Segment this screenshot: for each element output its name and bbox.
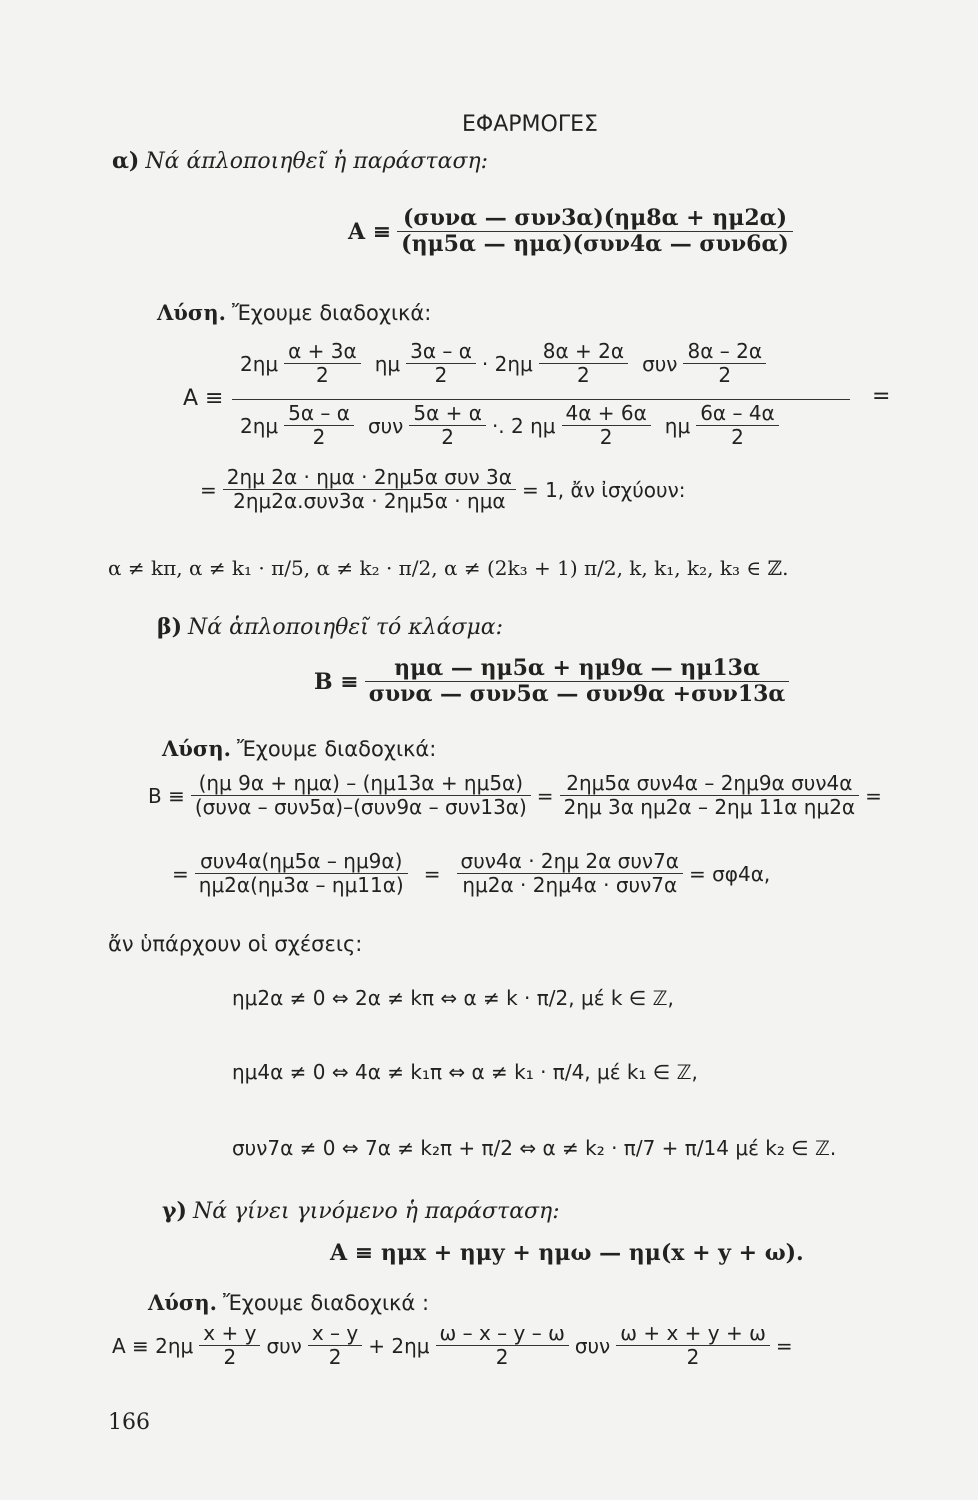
numerator: 5α – α xyxy=(284,402,354,426)
fraction xyxy=(616,1322,770,1369)
numerator: x – y xyxy=(308,1322,362,1346)
part-b-fraction xyxy=(365,656,790,708)
fraction xyxy=(284,402,354,449)
part-c-prompt: Νά γίνει γινόμενο ἡ παράσταση: xyxy=(192,1198,560,1224)
numerator: 5α + α xyxy=(409,402,486,426)
numerator: ω – x – y – ω xyxy=(436,1322,569,1346)
numerator: ω + x + y + ω xyxy=(616,1322,770,1346)
denominator: 2 xyxy=(223,1345,237,1369)
part-a-expression xyxy=(348,206,793,258)
part-b-step1 xyxy=(148,772,882,819)
part-b-solution-line xyxy=(162,736,436,761)
numerator: 2ημ5α συν4α – 2ημ9α συν4α xyxy=(560,772,860,796)
result: = 1, ἄν ἰσχύουν: xyxy=(521,477,686,502)
fraction xyxy=(457,850,683,897)
part-a-heading xyxy=(112,148,488,174)
part-a-step1-lhs: A ≡ xyxy=(183,386,224,411)
denominator: 2 xyxy=(731,425,744,449)
numerator: συν4α · 2ημ 2α συν7α xyxy=(457,850,683,874)
numerator: (ημ 9α + ημα) – (ημ13α + ημ5α) xyxy=(191,772,531,796)
part-a-solution-label: Λύση. xyxy=(157,300,226,325)
part-a-prompt: Νά άπλοποιηθεῖ ἡ παράσταση: xyxy=(145,148,489,174)
fraction xyxy=(409,402,486,449)
page-number: 166 xyxy=(108,1410,150,1435)
part-a-numerator: (συνα — συν3α)(ημ8α + ημ2α) xyxy=(397,206,793,232)
fraction xyxy=(539,340,628,387)
fraction xyxy=(199,1322,260,1369)
part-b-numerator: ημα — ημ5α + ημ9α — ημ13α xyxy=(365,656,790,682)
denominator: 2 xyxy=(312,425,326,449)
part-b-relation-3: συν7α ≠ 0 ⇔ 7α ≠ k₂π + π/2 ⇔ α ≠ k₂ · π/7 + π/14 μέ k₂ ∈ ℤ. xyxy=(232,1136,837,1160)
part-b-lhs: B ≡ xyxy=(314,668,359,695)
numerator: α + 3α xyxy=(284,340,361,364)
denominator: 2 xyxy=(686,1345,700,1369)
part-b-relation-2: ημ4α ≠ 0 ⇔ 4α ≠ k₁π ⇔ α ≠ k₁ · π/4, μέ k₁ ∈ ℤ, xyxy=(232,1060,698,1084)
numerator: 6α – 4α xyxy=(696,402,779,426)
term: συν xyxy=(642,351,678,376)
part-a-step1-equals: = xyxy=(872,384,891,409)
term: ημ xyxy=(664,413,691,438)
part-a-step1-main-rule xyxy=(232,399,850,400)
part-b-heading xyxy=(157,614,503,640)
part-a-fraction xyxy=(397,206,793,258)
part-a-step1-numerator xyxy=(240,340,766,387)
part-a-label: α) xyxy=(112,148,140,174)
denominator: 2 xyxy=(577,363,590,387)
numerator: 3α – α xyxy=(406,340,476,364)
part-a-solution-line xyxy=(157,300,431,325)
part-c-solution-line xyxy=(148,1290,429,1315)
part-b-solution-intro: Ἔχουμε διαδοχικά: xyxy=(236,736,437,761)
term: συν xyxy=(367,413,404,438)
fraction xyxy=(308,1322,362,1369)
fraction xyxy=(406,340,476,387)
result: = σφ4α, xyxy=(689,861,771,886)
denominator: ημ2α · 2ημ4α · συν7α xyxy=(462,873,678,897)
part-b-step2 xyxy=(172,850,770,897)
part-a-denominator: (ημ5α — ημα)(συν4α — συν6α) xyxy=(401,231,789,258)
term: 2ημ xyxy=(240,413,279,438)
numerator: συν4α(ημ5α – ημ9α) xyxy=(195,850,408,874)
denominator: 2 xyxy=(316,363,329,387)
part-c-step1 xyxy=(112,1322,793,1369)
equals: = xyxy=(200,477,217,502)
part-b-relations-intro: ἄν ὑπάρχουν οἱ σχέσεις: xyxy=(108,932,363,956)
part-a-solution-intro: Ἔχουμε διαδοχικά: xyxy=(231,300,432,325)
part-b-denominator: συνα — συν5α — συν9α +συν13α xyxy=(368,681,786,708)
term: + 2ημ xyxy=(368,1333,430,1358)
part-b-prompt: Νά ἁπλοποιηθεῖ τό κλάσμα: xyxy=(188,614,504,640)
equals: = xyxy=(536,783,554,808)
fraction xyxy=(683,340,766,387)
part-a-step1-denominator xyxy=(240,402,779,449)
denominator: 2 xyxy=(441,425,455,449)
part-b-solution-label: Λύση. xyxy=(162,736,231,761)
denominator: 2 xyxy=(434,363,448,387)
part-c-label: γ) xyxy=(162,1198,187,1224)
term: · 2ημ xyxy=(481,351,533,376)
fraction xyxy=(560,772,860,819)
denominator: ημ2α(ημ3α – ημ11α) xyxy=(198,873,404,897)
numerator: 4α + 6α xyxy=(562,402,651,426)
lhs: B ≡ xyxy=(148,783,185,808)
denominator: 2ημ 3α ημ2α – 2ημ 11α ημ2α xyxy=(563,795,856,819)
fraction xyxy=(191,772,531,819)
term: ·. 2 ημ xyxy=(491,413,556,438)
part-b-label: β) xyxy=(157,614,183,640)
term: 2ημ xyxy=(240,351,279,376)
equals: = xyxy=(775,1333,793,1358)
equals: = xyxy=(172,861,189,886)
part-a-lhs: A ≡ xyxy=(348,218,392,245)
part-c-solution-intro: Ἔχουμε διαδοχικά : xyxy=(222,1290,430,1315)
denominator: (συνα – συν5α)–(συν9α – συν13α) xyxy=(194,795,527,819)
denominator: 2ημ2α.συν3α · 2ημ5α · ημα xyxy=(233,489,506,513)
numerator: 2ημ 2α · ημα · 2ημ5α συν 3α xyxy=(223,466,516,490)
part-b-relation-1: ημ2α ≠ 0 ⇔ 2α ≠ kπ ⇔ α ≠ k · π/2, μέ k ∈ ℤ, xyxy=(232,986,674,1010)
numerator: 8α + 2α xyxy=(539,340,628,364)
term: ημ xyxy=(374,351,401,376)
part-a-step2 xyxy=(200,466,686,513)
numerator: x + y xyxy=(199,1322,260,1346)
part-c-heading xyxy=(162,1198,560,1224)
fraction xyxy=(562,402,651,449)
lhs: A ≡ 2ημ xyxy=(112,1333,194,1358)
fraction xyxy=(223,466,516,513)
part-a-conditions: α ≠ kπ, α ≠ k₁ · π/5, α ≠ k₂ · π/2, α ≠ (2k₃ + 1) π/2, k, k₁, k₂, k₃ ∈ ℤ. xyxy=(108,556,789,580)
denominator: 2 xyxy=(495,1345,509,1369)
term: συν xyxy=(574,1333,611,1358)
part-c-expression: A ≡ ημx + ημy + ημω — ημ(x + y + ω). xyxy=(330,1240,804,1266)
fraction xyxy=(284,340,361,387)
fraction xyxy=(195,850,408,897)
equals: = xyxy=(423,861,441,886)
denominator: 2 xyxy=(599,425,613,449)
term: συν xyxy=(266,1333,302,1358)
part-b-expression xyxy=(314,656,789,708)
fraction xyxy=(696,402,779,449)
page-header-title: ΕΦΑΡΜΟΓΕΣ xyxy=(462,112,598,137)
part-c-solution-label: Λύση. xyxy=(148,1290,217,1315)
numerator: 8α – 2α xyxy=(683,340,766,364)
denominator: 2 xyxy=(328,1345,342,1369)
denominator: 2 xyxy=(718,363,732,387)
equals: = xyxy=(865,783,882,808)
fraction xyxy=(436,1322,569,1369)
